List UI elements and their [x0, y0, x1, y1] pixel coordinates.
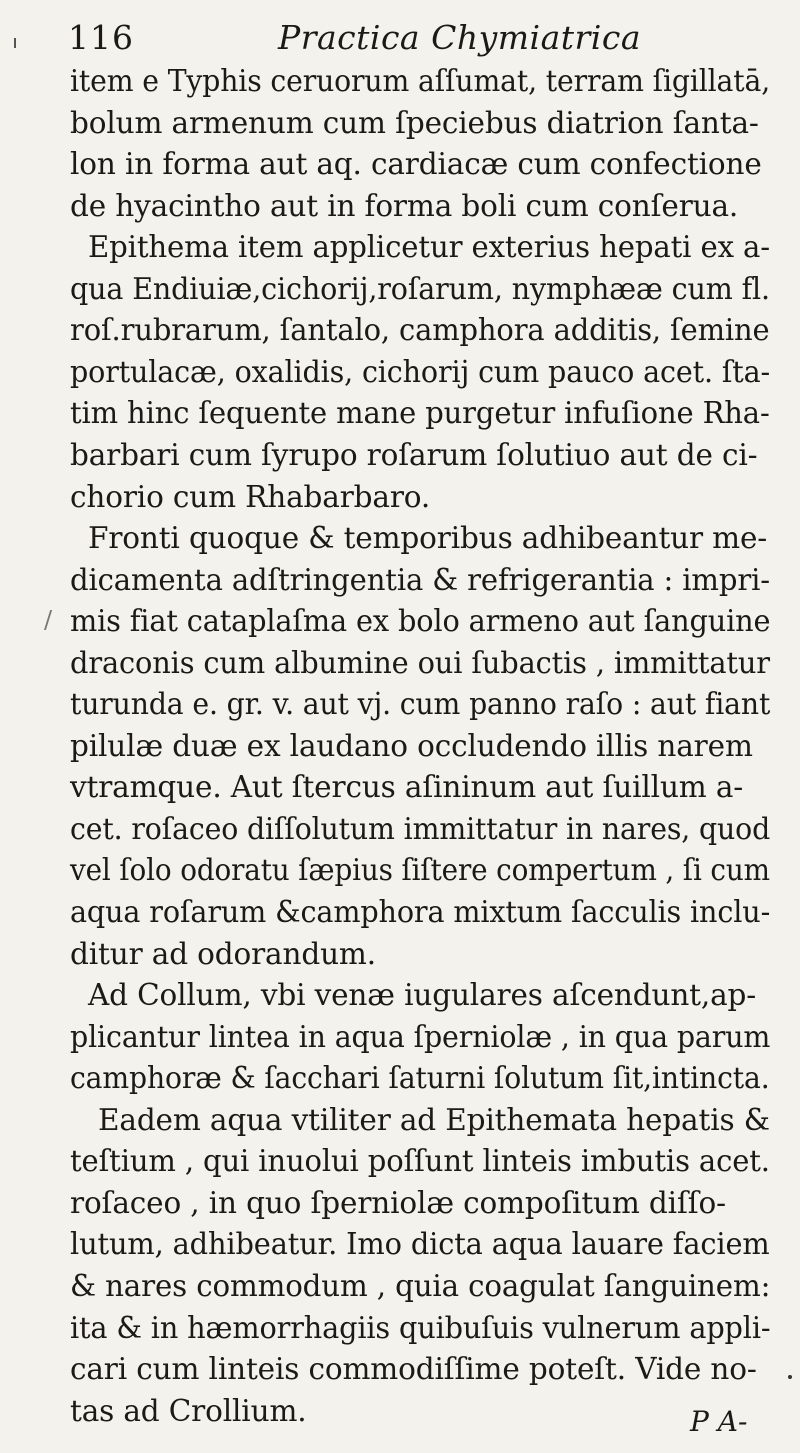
text-line: plicantur lintea in aqua ſperniolæ , in qua parum: [70, 1019, 771, 1054]
text-line: roſaceo , in quo ſperniolæ compoſitum diſſo-: [70, 1185, 726, 1220]
text-line: ditur ad odorandum.: [70, 936, 376, 971]
text-line: draconis cum albumine oui ſubactis , immittatur: [70, 645, 770, 680]
text-line: de hyacintho aut in forma boli cum conſerua.: [70, 188, 739, 223]
page-number: 116: [68, 18, 134, 57]
ink-speck: [788, 1375, 792, 1379]
text-line: tim hinc ſequente mane purgetur infuſione Rha-: [70, 396, 770, 431]
text-line: teſtium , qui inuolui poſſunt linteis imbutis acet.: [70, 1144, 770, 1179]
margin-mark: /: [44, 606, 53, 634]
text-line: Ad Collum, vbi venæ iugulares aſcendunt,ap-: [88, 978, 757, 1013]
text-line: lon in forma aut aq. cardiacæ cum confectione: [70, 147, 762, 182]
text-line: vel ſolo odoratu ſæpius ſiſtere compertum , ſi cum: [70, 853, 770, 888]
text-line: lutum, adhibeatur. Imo dicta aqua lauare faciem: [70, 1227, 770, 1262]
text-line: Fronti quoque & temporibus adhibeantur me-: [88, 521, 768, 556]
text-line: tas ad Crollium.: [70, 1393, 307, 1428]
text-line: cari cum linteis commodiſſime poteſt. Vide no-: [70, 1352, 757, 1387]
text-line: & nares commodum , quia coagulat ſanguinem:: [70, 1268, 771, 1303]
text-line: ita & in hæmorrhagiis quibuſuis vulnerum appli-: [70, 1310, 771, 1345]
text-line: camphoræ & ſacchari ſaturni ſolutum ſit,intincta.: [70, 1061, 770, 1096]
text-line: item e Typhis ceruorum aſſumat, terram ſigillatā,: [70, 64, 771, 98]
text-line: Epithema item applicetur exterius hepati ex a-: [88, 230, 770, 265]
text-line: barbari cum ſyrupo roſarum ſolutiuo aut de ci-: [70, 437, 758, 472]
text-line: roſ.rubrarum, ſantalo, camphora additis, ſemine: [70, 313, 770, 348]
running-head: Practica Chymiatrica: [278, 18, 642, 57]
text-line: cet. roſaceo diſſolutum immittatur in nares, quod: [70, 811, 771, 846]
text-line: bolum armenum cum ſpeciebus diatrion ſanta-: [70, 105, 759, 140]
text-line: portulacæ, oxalidis, cichorij cum pauco acet. ſta-: [70, 354, 770, 389]
text-line: vtramque. Aut ſtercus aſininum aut ſuillum a-: [70, 770, 744, 805]
page-header: [68, 14, 768, 60]
text-line: pilulæ duæ ex laudano occludendo illis narem: [70, 728, 753, 763]
text-line: mis fiat cataplaſma ex bolo armeno aut ſanguine: [70, 604, 771, 639]
text-line: dicamenta adſtringentia & refrigerantia : impri-: [70, 562, 770, 597]
text-line: aqua roſarum &camphora mixtum ſacculis inclu-: [70, 895, 771, 929]
catchword: P A-: [690, 1405, 748, 1438]
gutter-mark: [14, 38, 16, 48]
text-line: Eadem aqua vtiliter ad Epithemata hepatis &: [98, 1102, 770, 1137]
text-line: qua Endiuiæ,cichorij,roſarum, nymphææ cum fl.: [70, 271, 770, 306]
text-line: chorio cum Rhabarbaro.: [70, 479, 431, 514]
text-line: turunda e. gr. v. aut vj. cum panno raſo : aut fiant: [70, 687, 771, 722]
